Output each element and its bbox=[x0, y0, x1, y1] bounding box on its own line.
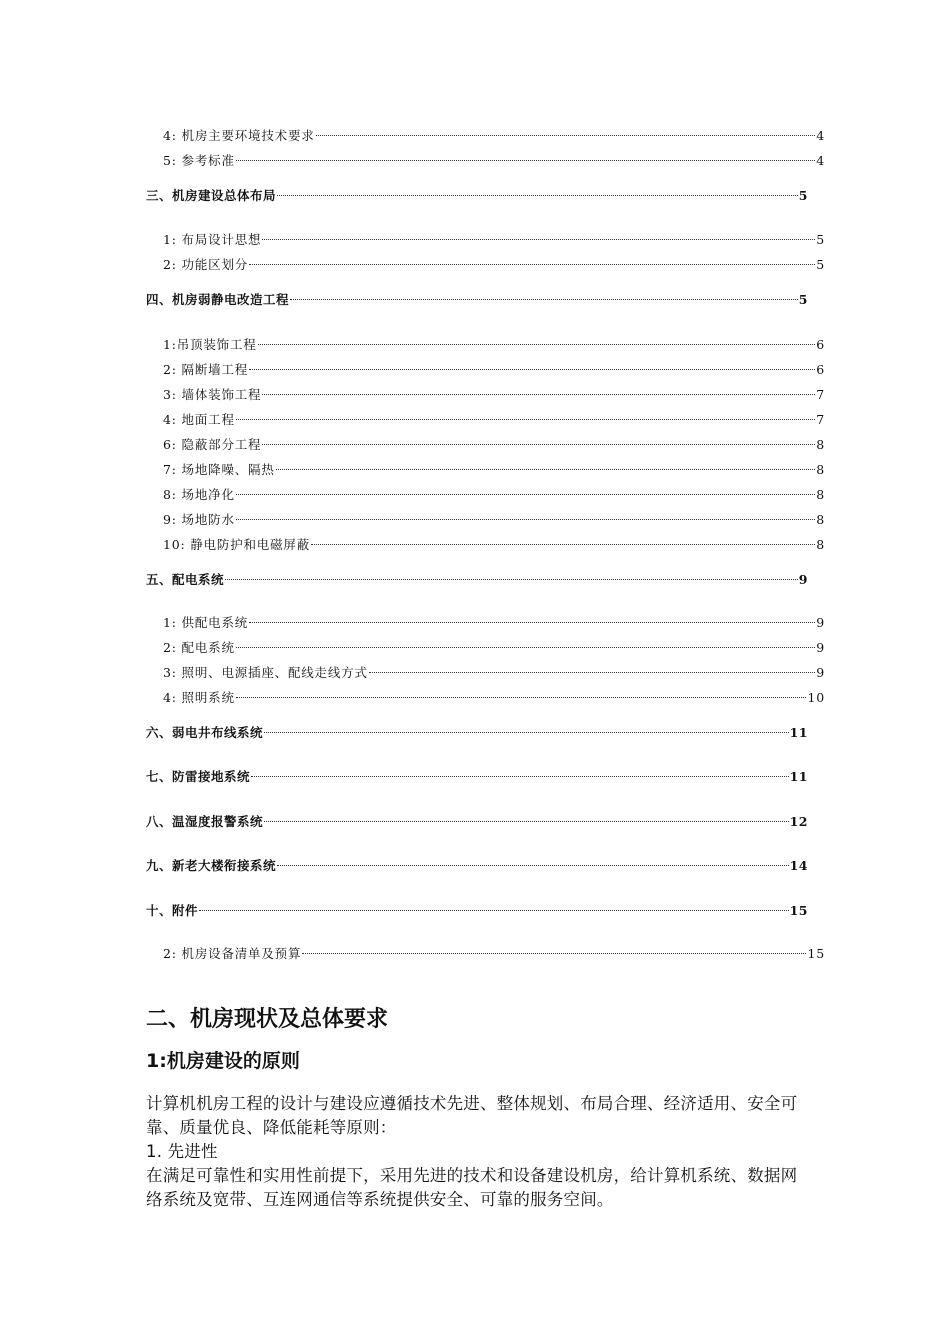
toc-leader-dots bbox=[264, 820, 789, 822]
toc-entry[interactable] bbox=[146, 638, 825, 656]
toc-entry-page: 9 bbox=[816, 665, 825, 680]
toc-entry[interactable] bbox=[146, 485, 825, 503]
toc-entry[interactable] bbox=[146, 335, 825, 353]
toc-leader-dots bbox=[249, 621, 815, 623]
toc-entry[interactable] bbox=[146, 767, 808, 785]
toc-entry-page: 8 bbox=[816, 487, 825, 502]
toc-leader-dots bbox=[316, 134, 816, 136]
toc-leader-dots bbox=[236, 696, 807, 698]
toc-entry-title: 4: 机房主要环境技术要求 bbox=[163, 128, 315, 143]
toc-leader-dots bbox=[236, 418, 815, 420]
toc-entry[interactable] bbox=[146, 255, 825, 273]
toc-entry[interactable] bbox=[146, 230, 825, 248]
toc-entry[interactable] bbox=[146, 460, 825, 478]
toc-entry-title: 九、新老大楼衔接系统 bbox=[146, 858, 277, 873]
toc-entry[interactable] bbox=[146, 723, 808, 741]
toc-entry[interactable] bbox=[146, 663, 825, 681]
toc-entry[interactable] bbox=[146, 856, 808, 874]
toc-leader-dots bbox=[264, 731, 789, 733]
toc-entry-page: 11 bbox=[789, 769, 808, 784]
toc-entry-page: 8 bbox=[816, 462, 825, 477]
toc-entry-page: 5 bbox=[816, 232, 825, 247]
toc-leader-dots bbox=[251, 775, 789, 777]
toc-leader-dots bbox=[277, 864, 789, 866]
list-item-heading: 1. 先进性 bbox=[146, 1142, 218, 1161]
toc-entry-title: 十、附件 bbox=[146, 903, 199, 918]
toc-leader-dots bbox=[311, 543, 815, 545]
toc-entry-title: 1:吊顶装饰工程 bbox=[163, 337, 257, 352]
toc-leader-dots bbox=[236, 646, 815, 648]
toc-leader-dots bbox=[277, 194, 798, 196]
toc-entry-page: 8 bbox=[816, 437, 825, 452]
toc-entry[interactable] bbox=[146, 570, 808, 588]
toc-entry-title: 10: 静电防护和电磁屏蔽 bbox=[163, 537, 310, 552]
toc-entry-title: 7: 场地降噪、隔热 bbox=[163, 462, 275, 477]
toc-entry-page: 5 bbox=[816, 257, 825, 272]
toc-entry-page: 7 bbox=[816, 387, 825, 402]
toc-entry-title: 八、温湿度报警系统 bbox=[146, 814, 264, 829]
toc-entry-title: 4: 照明系统 bbox=[163, 690, 235, 705]
toc-entry[interactable] bbox=[146, 290, 808, 308]
toc-entry-title: 2: 隔断墙工程 bbox=[163, 362, 249, 377]
toc-entry[interactable] bbox=[146, 812, 808, 830]
toc-entry-title: 2: 功能区划分 bbox=[163, 257, 249, 272]
toc-leader-dots bbox=[249, 368, 815, 370]
toc-leader-dots bbox=[225, 578, 798, 580]
toc-entry-title: 五、配电系统 bbox=[146, 572, 225, 587]
toc-leader-dots bbox=[369, 671, 815, 673]
toc-entry[interactable] bbox=[146, 535, 825, 553]
toc-entry-page: 12 bbox=[789, 814, 808, 829]
toc-entry-page: 5 bbox=[798, 188, 808, 203]
toc-entry-page: 11 bbox=[789, 725, 808, 740]
toc-entry-title: 6: 隐蔽部分工程 bbox=[163, 437, 262, 452]
toc-leader-dots bbox=[236, 518, 815, 520]
toc-entry-title: 1: 供配电系统 bbox=[163, 615, 249, 630]
toc-entry-page: 6 bbox=[816, 362, 825, 377]
toc-entry-page: 9 bbox=[816, 615, 825, 630]
toc-entry-title: 1: 布局设计思想 bbox=[163, 232, 262, 247]
toc-entry-page: 9 bbox=[798, 572, 808, 587]
toc-entry[interactable] bbox=[146, 410, 825, 428]
toc-entry-title: 2: 配电系统 bbox=[163, 640, 235, 655]
toc-leader-dots bbox=[262, 238, 815, 240]
toc-entry-title: 3: 照明、电源插座、配线走线方式 bbox=[163, 665, 368, 680]
toc-entry-title: 七、防雷接地系统 bbox=[146, 769, 251, 784]
toc-entry-title: 四、机房弱静电改造工程 bbox=[146, 292, 290, 307]
toc-entry[interactable] bbox=[146, 360, 825, 378]
toc-leader-dots bbox=[290, 298, 798, 300]
section-heading: 二、机房现状及总体要求 bbox=[146, 1007, 389, 1032]
toc-leader-dots bbox=[262, 443, 815, 445]
toc-entry-title: 5: 参考标准 bbox=[163, 153, 235, 168]
toc-entry-page: 10 bbox=[807, 690, 825, 705]
toc-entry-title: 六、弱电井布线系统 bbox=[146, 725, 264, 740]
toc-entry-title: 三、机房建设总体布局 bbox=[146, 188, 277, 203]
paragraph: 计算机机房工程的设计与建设应遵循技术先进、整体规划、布局合理、经济适用、安全可靠、质量优良、降低能耗等原则： bbox=[146, 1094, 798, 1137]
toc-entry[interactable] bbox=[146, 385, 825, 403]
toc-entry[interactable] bbox=[146, 186, 808, 204]
toc-entry-page: 14 bbox=[789, 858, 808, 873]
toc-entry-page: 4 bbox=[816, 153, 825, 168]
toc-leader-dots bbox=[236, 493, 815, 495]
toc-entry-page: 8 bbox=[816, 512, 825, 527]
toc-entry-page: 8 bbox=[816, 537, 825, 552]
toc-entry-page: 6 bbox=[816, 337, 825, 352]
toc-entry-page: 5 bbox=[798, 292, 808, 307]
paragraph: 在满足可靠性和实用性前提下，采用先进的技术和设备建设机房，给计算机系统、数据网络系统及宽带、互连网通信等系统提供安全、可靠的服务空间。 bbox=[146, 1166, 798, 1209]
toc-entry-title: 3: 墙体装饰工程 bbox=[163, 387, 262, 402]
toc-entry-page: 15 bbox=[807, 946, 825, 961]
toc-entry[interactable] bbox=[146, 901, 808, 919]
toc-entry[interactable] bbox=[146, 435, 825, 453]
toc-entry[interactable] bbox=[146, 126, 825, 144]
toc-entry-page: 4 bbox=[816, 128, 825, 143]
toc-leader-dots bbox=[276, 468, 816, 470]
toc-entry-page: 9 bbox=[816, 640, 825, 655]
toc-leader-dots bbox=[258, 343, 816, 345]
toc-leader-dots bbox=[302, 952, 806, 954]
toc-entry-title: 9: 场地防水 bbox=[163, 512, 235, 527]
toc-leader-dots bbox=[262, 393, 815, 395]
toc-leader-dots bbox=[249, 263, 815, 265]
toc-entry-title: 8: 场地净化 bbox=[163, 487, 235, 502]
toc-entry[interactable] bbox=[146, 688, 825, 706]
toc-entry[interactable] bbox=[146, 944, 825, 962]
toc-entry[interactable] bbox=[146, 613, 825, 631]
toc-entry-page: 7 bbox=[816, 412, 825, 427]
subsection-heading: 1:机房建设的原则 bbox=[146, 1050, 300, 1072]
toc-leader-dots bbox=[236, 159, 815, 161]
toc-leader-dots bbox=[199, 909, 789, 911]
toc-entry-page: 15 bbox=[789, 903, 808, 918]
toc-entry-title: 4: 地面工程 bbox=[163, 412, 235, 427]
toc-entry-title: 2: 机房设备清单及预算 bbox=[163, 946, 302, 961]
toc-entry[interactable] bbox=[146, 151, 825, 169]
toc-entry[interactable] bbox=[146, 510, 825, 528]
